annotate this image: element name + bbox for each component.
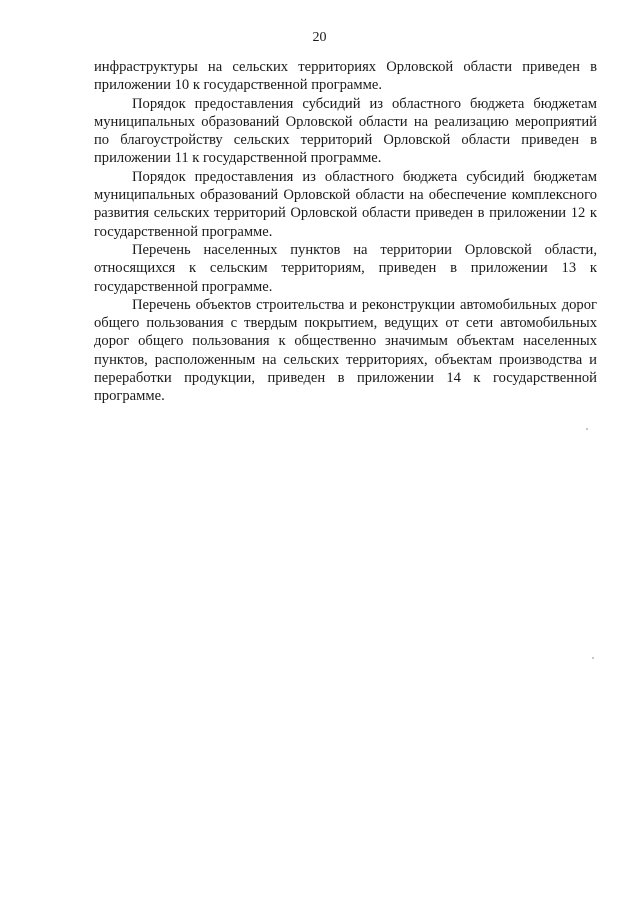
page-number: 20 [312,30,327,45]
paragraph-continued: инфраструктуры на сельских территориях Орловской области приведен в приложении 10 к государственной программе. [94,59,597,94]
document-body [94,58,597,406]
paragraph-subsidies-development: Порядок предоставления из областного бюджета субсидий бюджетам муниципальных образований Орловской области на обеспечение комплексного развития сельских территорий Орловской области приведен в приложении 12 к государственной программе. [94,168,597,240]
scan-speck [586,428,588,430]
paragraph-subsidies-improvement: Порядок предоставления субсидий из областного бюджета бюджетам муниципальных образований Орловской области на реализацию мероприятий по благоустройству сельских территорий Орловской области приведен в приложении 11 к государственной программе. [94,95,597,167]
paragraph-settlements-list: Перечень населенных пунктов на территории Орловской области, относящихся к сельским территориям, приведен в приложении 13 к государственной программе. [94,241,597,295]
paragraph-roads-list: Перечень объектов строительства и реконструкции автомобильных дорог общего пользования с твердым покрытием, ведущих от сети автомобильных дорог общего пользования к общественно значимым объектам населенных пунктов, расположенным на сельских территориях, объектам производства и переработки продукции, приведен в приложении 14 к государственной программе. [94,296,597,405]
scan-speck [592,657,594,659]
